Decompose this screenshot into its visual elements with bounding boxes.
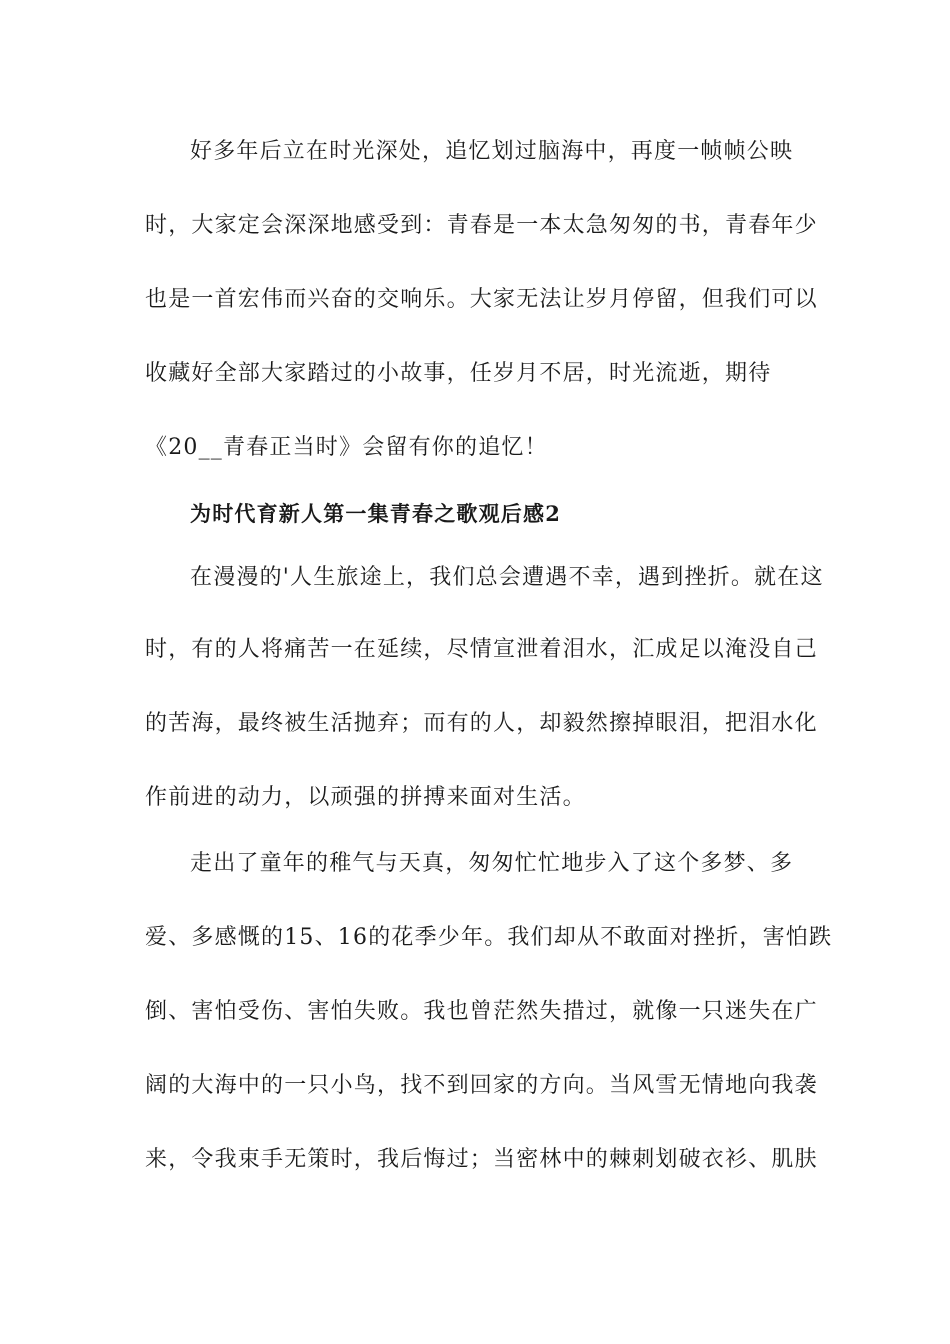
paragraph-line: 好多年后立在时光深处，追忆划过脑海中，再度一帧帧公映 [190, 139, 794, 164]
paragraph-line: 阔的大海中的一只小鸟，找不到回家的方向。当风雪无情地向我袭 [145, 1073, 818, 1098]
section-heading: 为时代育新人第一集青春之歌观后感2 [190, 501, 562, 526]
paragraph-line: 作前进的动力，以顽强的拼搏来面对生活。 [145, 785, 586, 810]
paragraph-line: 爱、多感慨的15、16的花季少年。我们却从不敢面对挫折，害怕跌 [145, 925, 833, 950]
paragraph-line: 时，有的人将痛苦一在延续，尽情宣泄着泪水，汇成足以淹没自己 [145, 637, 818, 662]
paragraph-line: 在漫漫的'人生旅途上，我们总会遭遇不幸，遇到挫折。就在这 [190, 565, 824, 590]
paragraph-line: 的苦海，最终被生活抛弃；而有的人，却毅然擦掉眼泪，把泪水化 [145, 711, 818, 736]
paragraph-line: 时，大家定会深深地感受到：青春是一本太急匆匆的书，青春年少 [145, 213, 818, 238]
paragraph-line: 收藏好全部大家踏过的小故事，任岁月不居，时光流逝，期待 [145, 361, 772, 386]
paragraph-line: 《20__青春正当时》会留有你的追忆！ [145, 435, 548, 460]
paragraph-line: 倒、害怕受伤、害怕失败。我也曾茫然失措过，就像一只迷失在广 [145, 999, 818, 1024]
paragraph-line: 来，令我束手无策时，我后悔过；当密林中的棘刺划破衣衫、肌肤 [145, 1147, 818, 1172]
paragraph-line: 也是一首宏伟而兴奋的交响乐。大家无法让岁月停留，但我们可以 [145, 287, 818, 312]
paragraph-line: 走出了童年的稚气与天真，匆匆忙忙地步入了这个多梦、多 [190, 851, 794, 876]
